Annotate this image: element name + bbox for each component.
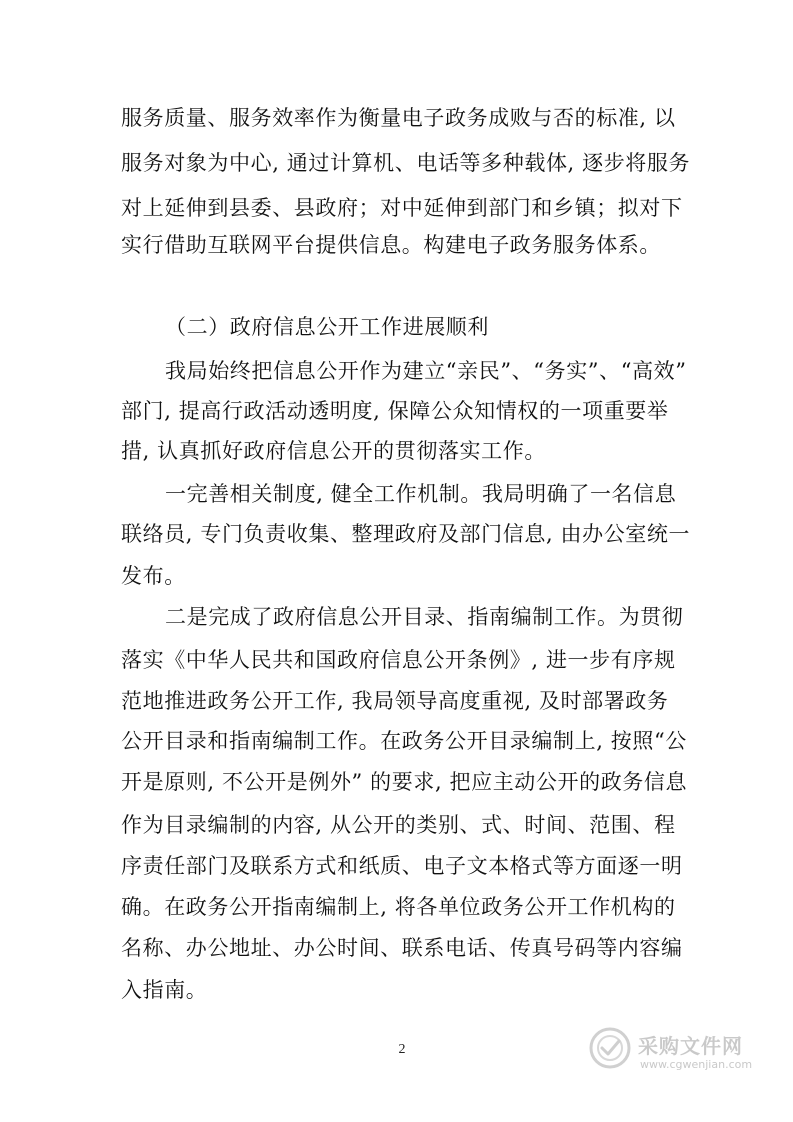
paragraph-line: 服务对象为中心, 通过计算机、电话等多种载体, 逐步将服务 — [121, 151, 691, 175]
paragraph-line: 实行借助互联网平台提供信息。构建电子政务服务体系。 — [121, 233, 661, 257]
paragraph-line: 对上延伸到县委、县政府；对中延伸到部门和乡镇；拟对下 — [121, 196, 683, 220]
paragraph-line: 名称、办公地址、办公时间、联系电话、传真号码等内容编 — [121, 936, 683, 960]
watermark — [588, 1026, 778, 1080]
paragraph-line: 措, 认真抓好政府信息公开的贯彻落实工作。 — [121, 439, 546, 463]
paragraph-line: 联络员, 专门负责收集、整理政府及部门信息, 由办公室统一 — [121, 522, 691, 546]
watermark-url: www.cgwenjian.com — [640, 1058, 753, 1071]
page-number: 2 — [398, 1042, 406, 1057]
watermark-logo-icon — [588, 1026, 632, 1070]
paragraph-line: 序责任部门及联系方式和纸质、电子文本格式等方面逐一明 — [121, 854, 683, 878]
paragraph-line: 开是原则, 不公开是例外” 的要求, 把应主动公开的政务信息 — [121, 770, 688, 794]
paragraph-line: 入指南。 — [121, 978, 208, 1002]
paragraph-line: 我局始终把信息公开作为建立“亲民”、“务实”、“高效” — [165, 359, 687, 383]
paragraph-line: 作为目录编制的内容, 从公开的类别、式、时间、范围、程 — [121, 813, 676, 837]
paragraph-line: 一完善相关制度, 健全工作机制。我局明确了一名信息 — [165, 482, 677, 506]
paragraph-line: 落实《中华人民共和国政府信息公开条例》, 进一步有序规 — [121, 648, 676, 672]
section-heading: （二）政府信息公开工作进展顺利 — [165, 315, 489, 339]
watermark-title: 采购文件网 — [638, 1034, 743, 1058]
paragraph-line: 部门, 提高行政活动透明度, 保障公众知情权的一项重要举 — [121, 399, 669, 423]
paragraph-line: 二是完成了政府信息公开目录、指南编制工作。为贯彻 — [165, 605, 684, 629]
paragraph-line: 公开目录和指南编制工作。在政务公开目录编制上, 按照“公 — [121, 729, 687, 753]
paragraph-line: 发布。 — [121, 564, 186, 588]
paragraph-line: 确。在政务公开指南编制上, 将各单位政务公开工作机构的 — [121, 895, 676, 919]
paragraph-line: 服务质量、服务效率作为衡量电子政务成败与否的标准, 以 — [121, 106, 676, 130]
paragraph-line: 范地推进政务公开工作, 我局领导高度重视, 及时部署政务 — [121, 689, 669, 713]
